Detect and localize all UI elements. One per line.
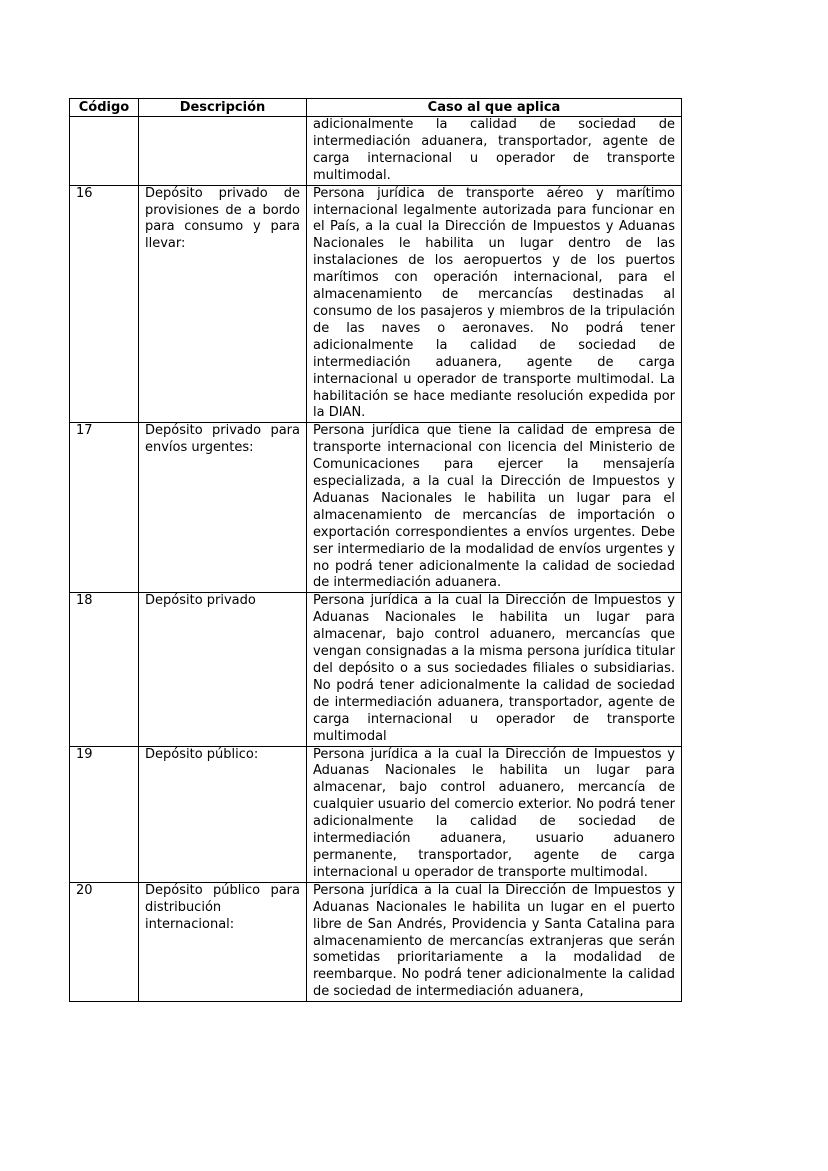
- cell-description: [139, 117, 307, 186]
- cell-caso: Persona jurídica a la cual la Dirección de Impuestos y Aduanas Nacionales le habilita un lugar para almacenar, bajo control aduanero, mercancía de cualquier usuario del comercio exterior. No podrá tener adicionalmente la calidad de sociedad de intermediación aduanera, usuario aduanero permanente, transportador, agente de carga internacional u operador de transporte multimodal.: [307, 746, 682, 882]
- cell-description: Depósito privado para envíos urgentes:: [139, 423, 307, 593]
- cell-code: 19: [70, 746, 139, 882]
- header-descripcion: Descripción: [139, 99, 307, 117]
- cell-code: 16: [70, 185, 139, 423]
- table-row: [70, 185, 682, 423]
- header-codigo: Código: [70, 99, 139, 117]
- cell-code: 17: [70, 423, 139, 593]
- cell-caso: Persona jurídica que tiene la calidad de empresa de transporte internacional con licencia del Ministerio de Comunicaciones para ejercer la mensajería especializada, a la cual la Dirección de Impuestos y Aduanas Nacionales le habilita un lugar para el almacenamiento de mercancías de importación o exportación correspondientes a envíos urgentes. Debe ser intermediario de la modalidad de envíos urgentes y no podrá tener adicionalmente la calidad de sociedad de intermediación aduanera.: [307, 423, 682, 593]
- cell-code: 18: [70, 593, 139, 746]
- table-row: [70, 882, 682, 1001]
- cell-code: [70, 117, 139, 186]
- table-row: [70, 593, 682, 746]
- table-row: [70, 423, 682, 593]
- cell-caso: Persona jurídica a la cual la Dirección de Impuestos y Aduanas Nacionales le habilita un lugar para almacenar, bajo control aduanero, mercancías que vengan consignadas a la misma persona jurídica titular del depósito o a sus sociedades filiales o subsidiarias. No podrá tener adicionalmente la calidad de sociedad de intermediación aduanera, transportador, agente de carga internacional u operador de transporte multimodal: [307, 593, 682, 746]
- cell-description: Depósito privado de provisiones de a bordo para consumo y para llevar:: [139, 185, 307, 423]
- cell-description: Depósito público para distribución internacional:: [139, 882, 307, 1001]
- header-caso: Caso al que aplica: [307, 99, 682, 117]
- usuarios-aduaneros-table: [69, 98, 682, 1002]
- cell-description: Depósito público:: [139, 746, 307, 882]
- cell-caso: Persona jurídica de transporte aéreo y marítimo internacional legalmente autorizada para funcionar en el País, a la cual la Dirección de Impuestos y Aduanas Nacionales le habilita un lugar dentro de las instalaciones de los aeropuertos y de los puertos marítimos con operación internacional, para el almacenamiento de mercancías destinadas al consumo de los pasajeros y miembros de la tripulación de las naves o aeronaves. No podrá tener adicionalmente la calidad de sociedad de intermediación aduanera, agente de carga internacional u operador de transporte multimodal. La habilitación se hace mediante resolución expedida por la DIAN.: [307, 185, 682, 423]
- table-row: [70, 117, 682, 186]
- cell-caso: Persona jurídica a la cual la Dirección de Impuestos y Aduanas Nacionales le habilita un lugar en el puerto libre de San Andrés, Providencia y Santa Catalina para almacenamiento de mercancías extranjeras que serán sometidas prioritariamente a la modalidad de reembarque. No podrá tener adicionalmente la calidad de sociedad de intermediación aduanera,: [307, 882, 682, 1001]
- cell-code: 20: [70, 882, 139, 1001]
- cell-caso: adicionalmente la calidad de sociedad de intermediación aduanera, transportador, agente de carga internacional u operador de transporte multimodal.: [307, 117, 682, 186]
- table-header-row: [70, 99, 682, 117]
- cell-description: Depósito privado: [139, 593, 307, 746]
- table-row: [70, 746, 682, 882]
